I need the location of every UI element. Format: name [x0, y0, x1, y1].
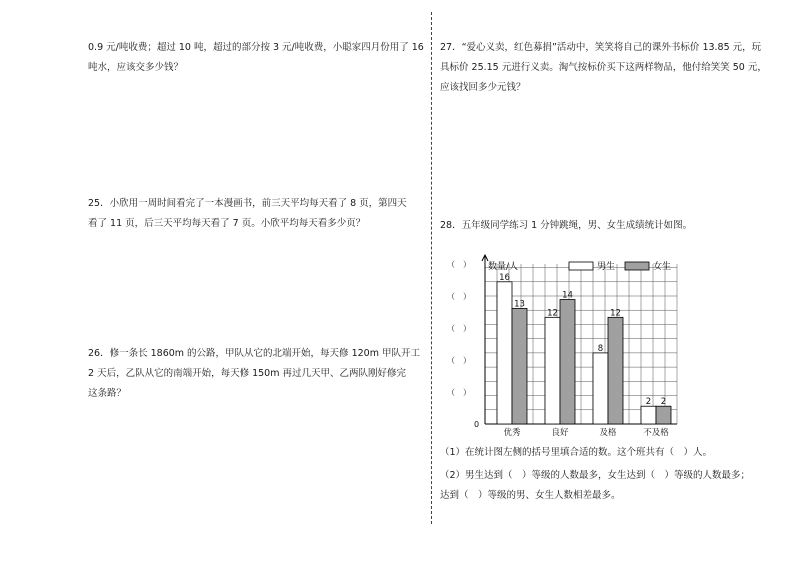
- bar-boys: [497, 282, 512, 424]
- question-25: [88, 194, 407, 234]
- q-line: 25．小欣用一周时间看完了一本漫画书，前三天平均每天看了 8 页，第四天: [88, 198, 407, 209]
- question-26: [88, 344, 420, 404]
- q-line: （2）男生达到（ ）等级的人数最多，女生达到（ ）等级的人数最多；: [440, 470, 751, 481]
- bar-value-label: 16: [499, 272, 510, 283]
- y-tick-label: （ ）: [447, 356, 471, 365]
- legend-swatch-boys: [569, 262, 593, 270]
- sub-question-2: [440, 466, 780, 506]
- legend-swatch-girls: [625, 262, 649, 270]
- bar-girls: [512, 308, 527, 424]
- bar-value-label: 13: [514, 299, 525, 310]
- x-tick-label: 良好: [551, 428, 569, 438]
- x-tick-label: 及格: [599, 428, 617, 438]
- bar-girls: [608, 317, 623, 424]
- bar-boys: [593, 353, 608, 424]
- bar-value-label: 12: [610, 308, 621, 319]
- y-tick-label: （ ）: [447, 324, 471, 333]
- y-tick-label: 0: [474, 420, 480, 429]
- bar-value-label: 12: [547, 308, 558, 319]
- legend-label-boys: 男生: [597, 262, 616, 272]
- q-line: 0.9 元/吨收费；超过 10 吨，超过的部分按 3 元/吨收费，小聪家四月份用了 16: [88, 42, 424, 53]
- bar-value-label: 2: [645, 397, 652, 408]
- bar-value-label: 2: [660, 397, 667, 408]
- bar-boys: [641, 406, 656, 424]
- y-tick-label: （ ）: [447, 260, 471, 269]
- bar-girls: [560, 300, 575, 424]
- y-axis-label: 数量/人: [488, 262, 519, 272]
- sub-question-1: [440, 443, 780, 463]
- q-line: 26．修一条长 1860m 的公路，甲队从它的北端开始，每天修 120m 甲队开工: [88, 348, 420, 359]
- y-tick-label: （ ）: [447, 388, 471, 397]
- q-line: 达到（ ）等级的男、女生人数相差最多。: [440, 490, 621, 501]
- q-line: 看了 11 页，后三天平均每天看了 7 页。小欣平均每天看多少页？: [88, 218, 366, 229]
- bar-value-label: 8: [597, 343, 604, 354]
- q-line: 27．“爱心义卖，红色募捐”活动中，笑笑将自己的课外书标价 13.85 元，玩: [440, 42, 762, 53]
- bar-value-label: 14: [562, 290, 573, 301]
- q-line: 2 天后，乙队从它的南端开始，每天修 150m 再过几天甲、乙两队刚好修完: [88, 368, 406, 379]
- legend-label-girls: 女生: [653, 262, 672, 272]
- question-27: [440, 38, 767, 98]
- x-tick-label: 不及格: [643, 428, 669, 438]
- q-line: 吨水，应该交多少钱？: [88, 62, 184, 73]
- question-28: [440, 216, 692, 236]
- q-line: 具标价 25.15 元进行义卖。淘气按标价买下这两样物品，他付给笑笑 50 元，: [440, 62, 767, 73]
- q-line: 这条路？: [88, 388, 127, 399]
- jump-rope-chart: [445, 254, 685, 448]
- bar-boys: [545, 317, 560, 424]
- y-tick-label: （ ）: [447, 292, 471, 301]
- column-divider: [431, 12, 433, 524]
- q-line: 28．五年级同学练习 1 分钟跳绳，男、女生成绩统计如图。: [440, 220, 693, 231]
- bar-chart-svg: [445, 254, 685, 444]
- bar-girls: [656, 406, 671, 424]
- x-tick-label: 优秀: [503, 428, 521, 438]
- q-line: 应该找回多少元钱？: [440, 82, 526, 93]
- q-line: （1）在统计图左侧的括号里填合适的数。这个班共有（ ）人。: [440, 447, 713, 458]
- question-water-fee: [88, 38, 424, 78]
